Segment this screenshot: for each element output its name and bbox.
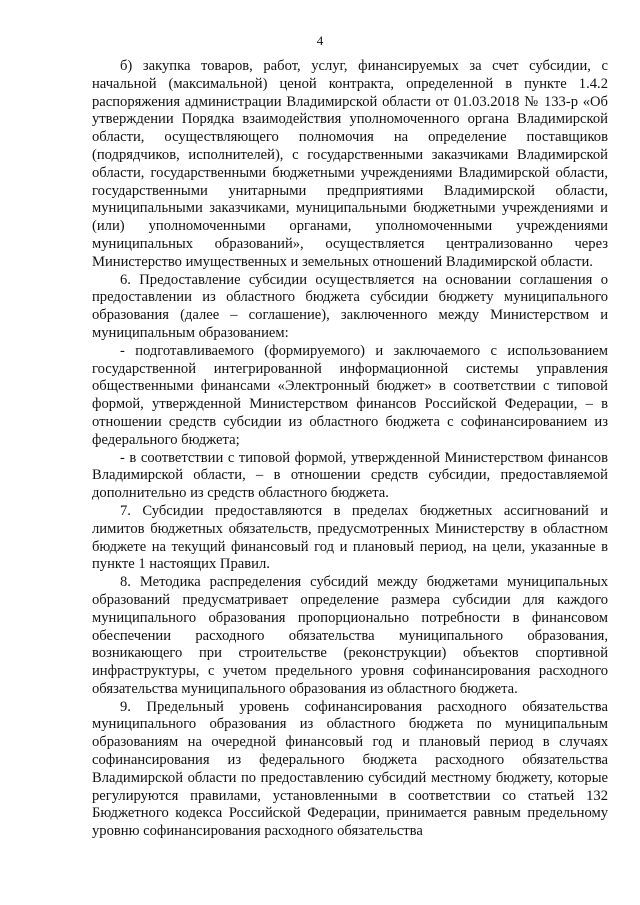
paragraph-5b-procurement: б) закупка товаров, работ, услуг, финансируемых за счет субсидии, с начальной (максимальной) ценой контракта, определенной в пункте 1.4.2 распоряжения администрации Владимирской области от 01.03.2018 № 133-р «Об утверждении Порядка взаимодействия уполномоченного органа Владимирской области, осуществляющего полномочия на определение поставщиков (подрядчиков, исполнителей), с государственными заказчиками Владимирской области, государственными бюджетными учреждениями Владимирской области, государственными унитарными предприятиями Владимирской области, муниципальными заказчиками, муниципальными бюджетными учреждениями и (или) уполномоченными органами, уполномоченными учреждениями муниципальных образований», осуществляется централизованно через Министерство имущественных и земельных отношений Владимирской области. xyxy=(92,58,608,270)
paragraph-9-cofinancing-level: 9. Предельный уровень софинансирования расходного обязательства муниципального образования из областного бюджета по муниципальным образованиям на очередной финансовый год и плановый период в случаях софинансирования из федерального бюджета расходного обязательства Владимирской области по предоставлению субсидий местному бюджету, которые регулируются правилами, установленными в соответствии со статьей 132 Бюджетного кодекса Российской Федерации, принимается равным предельному уровню софинансирования расходного обязательства xyxy=(92,698,608,840)
document-body xyxy=(92,58,608,841)
paragraph-6-agreement: 6. Предоставление субсидии осуществляется на основании соглашения о предоставлении из областного бюджета субсидии бюджету муниципального образования (далее – соглашение), заключенного между Министерством и муниципальным образованием: xyxy=(92,271,608,341)
paragraph-6-item-regional-form: - в соответствии с типовой формой, утвержденной Министерством финансов Владимирской области, – в отношении средств субсидии, предоставляемой дополнительно из средств областного бюджета. xyxy=(92,449,608,502)
paragraph-6-item-electronic-budget: - подготавливаемого (формируемого) и заключаемого с использованием государственной интегрированной информационной системы управления общественными финансами «Электронный бюджет» в соответствии с типовой формой, утвержденной Министерством финансов Российской Федерации, – в отношении средств субсидии из областного бюджета с софинансированием из федерального бюджета; xyxy=(92,342,608,448)
paragraph-8-distribution-method: 8. Методика распределения субсидий между бюджетами муниципальных образований предусматривает определение размера субсидии для каждого муниципального образования пропорционально потребности в финансовом обеспечении расходного обязательства муниципального образования, возникающего при строительстве (реконструкции) объектов спортивной инфраструктуры, с учетом предельного уровня софинансирования расходного обязательства муниципального образования из областного бюджета. xyxy=(92,574,608,697)
page-number: 4 xyxy=(316,33,324,48)
paragraph-7-budget-limits: 7. Субсидии предоставляются в пределах бюджетных ассигнований и лимитов бюджетных обязательств, предусмотренных Министерству в областном бюджете на текущий финансовый год и плановый период, на цели, указанные в пункте 1 настоящих Правил. xyxy=(92,502,608,573)
